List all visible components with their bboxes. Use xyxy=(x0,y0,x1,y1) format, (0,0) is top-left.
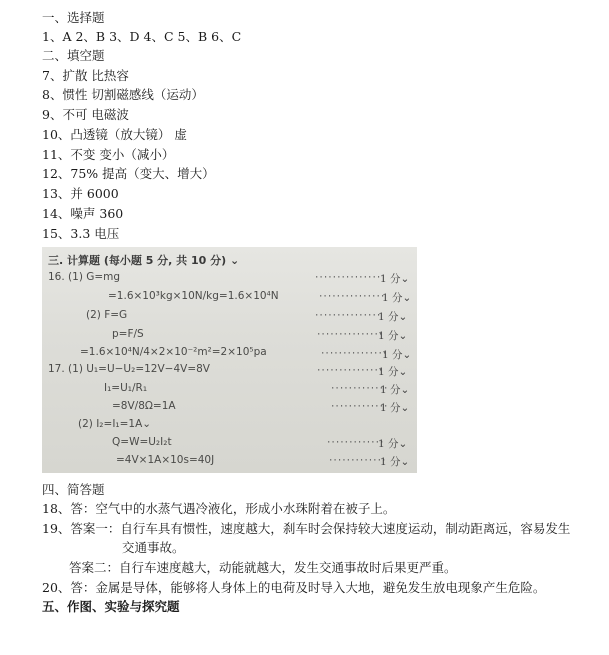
heading-short-answer: 四、简答题 xyxy=(42,482,105,497)
scan-row-2: (2) F=G xyxy=(86,309,128,321)
answer-20: 20、答：金属是导体，能够将人身体上的电荷及时导入大地，避免发生放电现象产生危险。 xyxy=(42,580,546,595)
scan-dots-6: ············· xyxy=(330,384,388,394)
answer-14: 14、噪声 360 xyxy=(42,206,124,221)
scan-points-0: 1 分⌄ xyxy=(380,273,410,285)
scan-dots-10: ············· xyxy=(328,456,386,466)
scan-title: 三. 计算题 (每小题 5 分, 共 10 分) ⌄ xyxy=(48,254,240,267)
answer-19-part2: 答案二：自行车速度越大，动能就越大，发生交通事故时后果更严重。 xyxy=(69,560,457,575)
scan-points-9: 1 分⌄ xyxy=(378,438,408,450)
answer-19-part1: 19、答案一：自行车具有惯性，速度越大，刹车时会保持较大速度运动，制动距离远，容易发生 xyxy=(42,521,571,536)
answer-9: 9、不可 电磁波 xyxy=(42,107,129,122)
scan-row-4: =1.6×10⁴N/4×2×10⁻²m²=2×10⁵pa xyxy=(80,346,267,358)
answer-7: 7、扩散 比热容 xyxy=(42,68,129,83)
scan-dots-2: ··············· xyxy=(314,311,381,321)
answer-10: 10、凸透镜（放大镜） 虚 xyxy=(42,127,187,142)
scan-points-2: 1 分⌄ xyxy=(378,311,408,323)
answer-18: 18、答：空气中的水蒸气遇冷液化，形成小水珠附着在被子上。 xyxy=(42,501,396,516)
heading-fill: 二、填空题 xyxy=(42,48,105,63)
scan-row-1: =1.6×10³kg×10N/kg=1.6×10⁴N xyxy=(108,290,279,302)
scan-dots-1: ··············· xyxy=(318,292,385,302)
scan-row-3: p=F/S xyxy=(112,328,144,340)
scan-dots-7: ············· xyxy=(330,402,388,412)
scan-points-7: 1 分⌄ xyxy=(380,402,410,414)
scan-row-7: =8V/8Ω=1A xyxy=(112,400,176,412)
scan-row-0: 16. (1) G=mg xyxy=(48,271,121,283)
scan-row-8: (2) I₂=I₁=1A⌄ xyxy=(78,418,152,430)
answer-15: 15、3.3 电压 xyxy=(42,226,120,241)
scan-points-6: 1 分⌄ xyxy=(380,384,410,396)
scan-dots-4: ··············· xyxy=(320,349,387,359)
answer-12: 12、75% 提高（变大、增大） xyxy=(42,166,215,181)
scan-points-10: 1 分⌄ xyxy=(380,456,410,468)
scan-points-1: 1 分⌄ xyxy=(382,292,412,304)
answer-11: 11、不变 变小（减小） xyxy=(42,147,175,162)
answer-13: 13、并 6000 xyxy=(42,186,119,201)
scan-dots-3: ··············· xyxy=(316,330,383,340)
heading-experiment: 五、作图、实验与探究题 xyxy=(42,599,180,614)
scan-dots-0: ··············· xyxy=(314,273,381,283)
scan-points-5: 1 分⌄ xyxy=(378,366,408,378)
scan-dots-9: ············· xyxy=(326,438,384,448)
scan-dots-5: ··············· xyxy=(316,366,383,376)
scan-row-5: 17. (1) U₁=U−U₂=12V−4V=8V xyxy=(48,363,210,375)
scan-row-10: =4V×1A×10s=40J xyxy=(116,454,215,466)
scan-points-3: 1 分⌄ xyxy=(378,330,408,342)
answer-19-part1-cont: 交通事故。 xyxy=(122,540,185,555)
scan-row-6: I₁=U₁/R₁ xyxy=(104,382,148,394)
scanned-calculation-image xyxy=(42,247,417,473)
scan-points-4: 1 分⌄ xyxy=(382,349,412,361)
scan-row-9: Q=W=U₂I₂t xyxy=(112,436,172,448)
answer-8: 8、惯性 切割磁感线（运动） xyxy=(42,87,204,102)
heading-choice: 一、选择题 xyxy=(42,10,105,25)
choice-answers: 1、A 2、B 3、D 4、C 5、B 6、C xyxy=(42,29,242,44)
